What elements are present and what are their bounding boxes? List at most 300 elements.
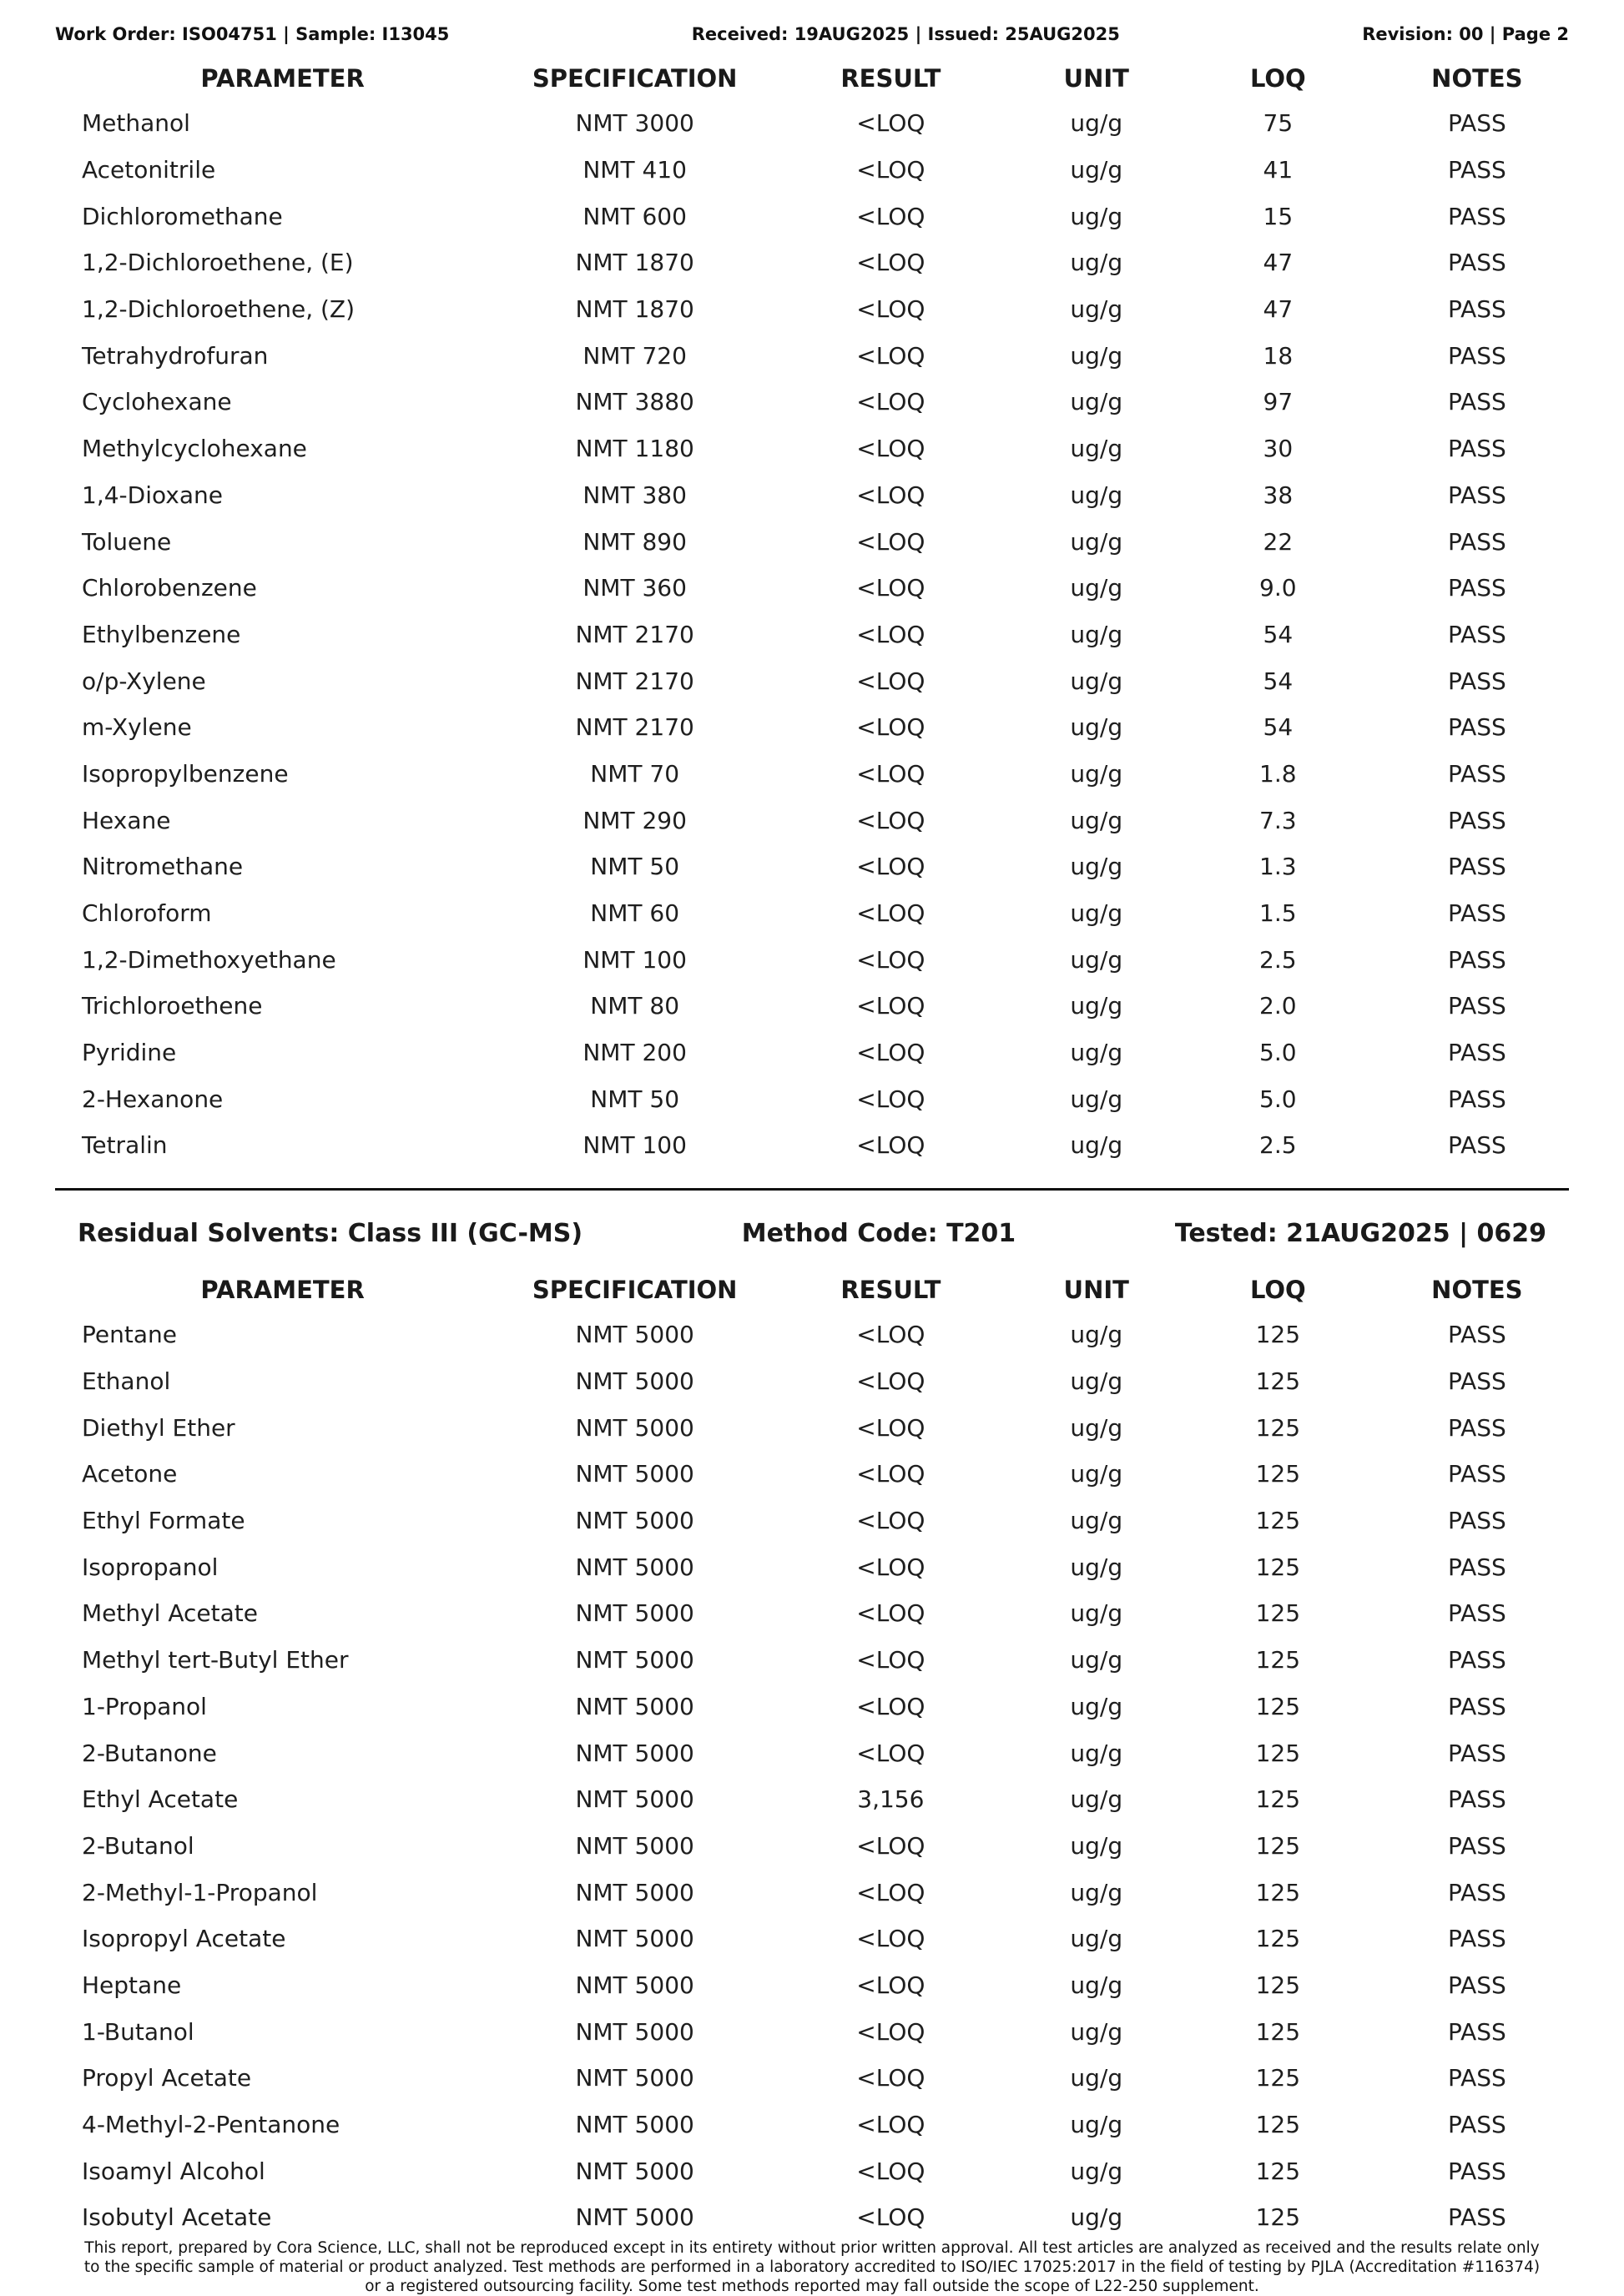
cell-notes: PASS: [1447, 1507, 1506, 1535]
cell-parameter: Acetone: [82, 1460, 178, 1488]
cell-result: 3,156: [857, 1785, 925, 1814]
cell-specification: NMT 3880: [575, 388, 694, 416]
cell-specification: NMT 5000: [575, 2203, 694, 2232]
cell-loq: 125: [1255, 1646, 1301, 1674]
table-header-row: [55, 57, 1569, 100]
column-header-specification: SPECIFICATION: [532, 64, 738, 93]
cell-loq: 5.0: [1259, 1039, 1297, 1067]
cell-parameter: Isobutyl Acetate: [82, 2203, 272, 2232]
cell-unit: ug/g: [1070, 2157, 1123, 2185]
cell-result: <LOQ: [856, 109, 925, 138]
cell-specification: NMT 5000: [575, 1785, 694, 1814]
cell-parameter: Pentane: [82, 1321, 177, 1349]
cell-notes: PASS: [1447, 1646, 1506, 1674]
table-row: [55, 1962, 1569, 2009]
table-row: [55, 1122, 1569, 1169]
cell-loq: 5.0: [1259, 1085, 1297, 1113]
cell-loq: 125: [1255, 1507, 1301, 1535]
work-order-sample: Work Order: ISO04751 | Sample: I13045: [55, 24, 450, 44]
cell-specification: NMT 890: [583, 527, 687, 556]
cell-specification: NMT 1870: [575, 249, 694, 277]
table-row: [55, 1030, 1569, 1076]
table-row: [55, 2008, 1569, 2055]
cell-parameter: Isopropylbenzene: [82, 759, 289, 788]
cell-parameter: Pyridine: [82, 1039, 177, 1067]
footer-line: or a registered outsourcing facility. Some test methods reported may fall outside the scope of L22-250 supplement.: [365, 2278, 1259, 2295]
cell-unit: ug/g: [1070, 1460, 1123, 1488]
cell-specification: NMT 410: [583, 156, 687, 184]
cell-result: <LOQ: [856, 1971, 925, 1999]
cell-loq: 38: [1263, 481, 1294, 509]
cell-unit: ug/g: [1070, 1553, 1123, 1581]
cell-unit: ug/g: [1070, 1785, 1123, 1814]
cell-notes: PASS: [1447, 945, 1506, 974]
cell-specification: NMT 5000: [575, 1460, 694, 1488]
table-row: [55, 2147, 1569, 2194]
section-header-class-3: [78, 1216, 1546, 1250]
cell-result: <LOQ: [856, 899, 925, 928]
section-divider: [55, 1188, 1569, 1191]
cell-specification: NMT 70: [590, 759, 680, 788]
cell-parameter: o/p-Xylene: [82, 667, 206, 695]
cell-notes: PASS: [1447, 295, 1506, 324]
cell-specification: NMT 5000: [575, 1599, 694, 1628]
cell-notes: PASS: [1447, 527, 1506, 556]
cell-loq: 47: [1263, 249, 1294, 277]
cell-unit: ug/g: [1070, 2203, 1123, 2232]
cell-notes: PASS: [1447, 1925, 1506, 1953]
cell-notes: PASS: [1447, 1878, 1506, 1906]
cell-unit: ug/g: [1070, 388, 1123, 416]
cell-parameter: 2-Butanone: [82, 1739, 217, 1767]
cell-loq: 125: [1255, 1739, 1301, 1767]
cell-specification: NMT 5000: [575, 2157, 694, 2185]
table-row: [55, 1730, 1569, 1776]
cell-specification: NMT 600: [583, 202, 687, 230]
cell-unit: ug/g: [1070, 156, 1123, 184]
cell-parameter: Methanol: [82, 109, 190, 138]
revision-page: Revision: 00 | Page 2: [1362, 24, 1569, 44]
column-header-specification: SPECIFICATION: [532, 1276, 738, 1304]
cell-loq: 18: [1263, 341, 1294, 370]
cell-loq: 125: [1255, 1553, 1301, 1581]
cell-specification: NMT 2170: [575, 620, 694, 648]
table-row: [55, 797, 1569, 843]
cell-loq: 2.0: [1259, 992, 1297, 1020]
cell-result: <LOQ: [856, 156, 925, 184]
disclaimer-footer: [55, 2238, 1569, 2296]
cell-loq: 125: [1255, 1367, 1301, 1396]
cell-notes: PASS: [1447, 899, 1506, 928]
table-row: [55, 379, 1569, 425]
cell-unit: ug/g: [1070, 295, 1123, 324]
cell-loq: 97: [1263, 388, 1294, 416]
table-row: [55, 565, 1569, 612]
cell-unit: ug/g: [1070, 435, 1123, 463]
cell-unit: ug/g: [1070, 1131, 1123, 1160]
cell-notes: PASS: [1447, 1831, 1506, 1860]
tested-date: Tested: 21AUG2025 | 0629: [1174, 1218, 1546, 1248]
cell-specification: NMT 5000: [575, 2064, 694, 2092]
cell-parameter: Ethylbenzene: [82, 620, 241, 648]
cell-specification: NMT 1180: [575, 435, 694, 463]
cell-loq: 7.3: [1259, 806, 1297, 834]
cell-notes: PASS: [1447, 1039, 1506, 1067]
cell-unit: ug/g: [1070, 620, 1123, 648]
cell-loq: 125: [1255, 1413, 1301, 1442]
cell-loq: 125: [1255, 1785, 1301, 1814]
table-row: [55, 1358, 1569, 1405]
table-row: [55, 1312, 1569, 1358]
cell-specification: NMT 2170: [575, 713, 694, 742]
cell-result: <LOQ: [856, 667, 925, 695]
cell-loq: 125: [1255, 1878, 1301, 1906]
table-row: [55, 983, 1569, 1030]
cell-unit: ug/g: [1070, 481, 1123, 509]
cell-loq: 54: [1263, 667, 1294, 695]
cell-unit: ug/g: [1070, 1039, 1123, 1067]
cell-parameter: 2-Hexanone: [82, 1085, 224, 1113]
cell-result: <LOQ: [856, 388, 925, 416]
table-row: [55, 239, 1569, 286]
cell-specification: NMT 1870: [575, 295, 694, 324]
cell-parameter: 4-Methyl-2-Pentanone: [82, 2111, 340, 2139]
table-body: [55, 1312, 1569, 2241]
cell-loq: 125: [1255, 2203, 1301, 2232]
cell-specification: NMT 5000: [575, 1646, 694, 1674]
cell-result: <LOQ: [856, 202, 925, 230]
cell-unit: ug/g: [1070, 1878, 1123, 1906]
cell-loq: 22: [1263, 527, 1294, 556]
table-row: [55, 1823, 1569, 1870]
cell-parameter: Tetrahydrofuran: [82, 341, 269, 370]
cell-loq: 75: [1263, 109, 1294, 138]
cell-result: <LOQ: [856, 574, 925, 602]
column-header-loq: LOQ: [1249, 64, 1306, 93]
cell-result: <LOQ: [856, 1131, 925, 1160]
table-row: [55, 1916, 1569, 1962]
table-row: [55, 147, 1569, 194]
table-row: [55, 1637, 1569, 1684]
column-header-notes: NOTES: [1431, 1276, 1523, 1304]
cell-unit: ug/g: [1070, 249, 1123, 277]
cell-unit: ug/g: [1070, 2064, 1123, 2092]
cell-specification: NMT 50: [590, 1085, 680, 1113]
cell-specification: NMT 5000: [575, 1321, 694, 1349]
cell-notes: PASS: [1447, 667, 1506, 695]
cell-unit: ug/g: [1070, 527, 1123, 556]
results-table-class-3: [55, 1268, 1569, 2241]
cell-notes: PASS: [1447, 1085, 1506, 1113]
cell-parameter: Tetralin: [82, 1131, 168, 1160]
cell-notes: PASS: [1447, 620, 1506, 648]
cell-notes: PASS: [1447, 109, 1506, 138]
cell-result: <LOQ: [856, 1925, 925, 1953]
table-row: [55, 657, 1569, 704]
cell-parameter: Ethanol: [82, 1367, 171, 1396]
cell-unit: ug/g: [1070, 945, 1123, 974]
cell-unit: ug/g: [1070, 2111, 1123, 2139]
cell-specification: NMT 5000: [575, 1367, 694, 1396]
cell-notes: PASS: [1447, 1971, 1506, 1999]
cell-unit: ug/g: [1070, 1413, 1123, 1442]
column-header-parameter: PARAMETER: [200, 1276, 365, 1304]
cell-specification: NMT 50: [590, 853, 680, 881]
cell-result: <LOQ: [856, 2203, 925, 2232]
section-title: Residual Solvents: Class III (GC-MS): [78, 1218, 583, 1248]
cell-parameter: 2-Methyl-1-Propanol: [82, 1878, 318, 1906]
cell-result: <LOQ: [856, 249, 925, 277]
cell-notes: PASS: [1447, 1367, 1506, 1396]
cell-notes: PASS: [1447, 1739, 1506, 1767]
cell-notes: PASS: [1447, 1460, 1506, 1488]
cell-notes: PASS: [1447, 202, 1506, 230]
table-row: [55, 332, 1569, 379]
cell-specification: NMT 380: [583, 481, 687, 509]
cell-loq: 54: [1263, 713, 1294, 742]
cell-specification: NMT 2170: [575, 667, 694, 695]
cell-loq: 125: [1255, 2064, 1301, 2092]
cell-parameter: Diethyl Ether: [82, 1413, 235, 1442]
table-header-row: [55, 1268, 1569, 1312]
cell-result: <LOQ: [856, 295, 925, 324]
cell-specification: NMT 5000: [575, 2017, 694, 2046]
cell-notes: PASS: [1447, 249, 1506, 277]
column-header-notes: NOTES: [1431, 64, 1523, 93]
table-row: [55, 1543, 1569, 1590]
cell-notes: PASS: [1447, 341, 1506, 370]
cell-parameter: Methylcyclohexane: [82, 435, 307, 463]
cell-specification: NMT 5000: [575, 1507, 694, 1535]
table-row: [55, 2194, 1569, 2241]
cell-result: <LOQ: [856, 435, 925, 463]
cell-unit: ug/g: [1070, 2017, 1123, 2046]
cell-specification: NMT 100: [583, 1131, 687, 1160]
cell-specification: NMT 5000: [575, 1971, 694, 1999]
table-row: [55, 890, 1569, 937]
cell-notes: PASS: [1447, 853, 1506, 881]
cell-loq: 1.5: [1259, 899, 1297, 928]
cell-result: <LOQ: [856, 1413, 925, 1442]
cell-parameter: Isoamyl Alcohol: [82, 2157, 265, 2185]
cell-parameter: Propyl Acetate: [82, 2064, 252, 2092]
cell-notes: PASS: [1447, 2064, 1506, 2092]
cell-result: <LOQ: [856, 1646, 925, 1674]
cell-result: <LOQ: [856, 992, 925, 1020]
table-row: [55, 1684, 1569, 1730]
cell-parameter: Ethyl Acetate: [82, 1785, 239, 1814]
cell-result: <LOQ: [856, 1507, 925, 1535]
cell-loq: 125: [1255, 1831, 1301, 1860]
cell-specification: NMT 3000: [575, 109, 694, 138]
cell-loq: 1.3: [1259, 853, 1297, 881]
cell-unit: ug/g: [1070, 1971, 1123, 1999]
cell-notes: PASS: [1447, 2017, 1506, 2046]
cell-parameter: Cyclohexane: [82, 388, 232, 416]
cell-notes: PASS: [1447, 2111, 1506, 2139]
cell-notes: PASS: [1447, 2203, 1506, 2232]
cell-result: <LOQ: [856, 945, 925, 974]
cell-parameter: 1,2-Dichloroethene, (E): [82, 249, 354, 277]
cell-unit: ug/g: [1070, 1831, 1123, 1860]
cell-specification: NMT 200: [583, 1039, 687, 1067]
received-issued-dates: Received: 19AUG2025 | Issued: 25AUG2025: [691, 24, 1120, 44]
cell-result: <LOQ: [856, 1739, 925, 1767]
cell-loq: 125: [1255, 1925, 1301, 1953]
cell-result: <LOQ: [856, 1599, 925, 1628]
table-row: [55, 1776, 1569, 1823]
cell-unit: ug/g: [1070, 1599, 1123, 1628]
cell-result: <LOQ: [856, 481, 925, 509]
cell-notes: PASS: [1447, 1413, 1506, 1442]
cell-unit: ug/g: [1070, 806, 1123, 834]
cell-specification: NMT 5000: [575, 1739, 694, 1767]
cell-parameter: Toluene: [82, 527, 172, 556]
cell-parameter: Chlorobenzene: [82, 574, 257, 602]
method-code: Method Code: T201: [741, 1218, 1016, 1248]
table-row: [55, 1075, 1569, 1122]
cell-loq: 1.8: [1259, 759, 1297, 788]
table-row: [55, 936, 1569, 983]
cell-parameter: Dichloromethane: [82, 202, 283, 230]
cell-parameter: Methyl tert-Butyl Ether: [82, 1646, 349, 1674]
cell-result: <LOQ: [856, 1321, 925, 1349]
cell-unit: ug/g: [1070, 109, 1123, 138]
cell-unit: ug/g: [1070, 1739, 1123, 1767]
cell-unit: ug/g: [1070, 759, 1123, 788]
cell-specification: NMT 5000: [575, 1553, 694, 1581]
column-header-parameter: PARAMETER: [200, 64, 365, 93]
cell-loq: 125: [1255, 1460, 1301, 1488]
cell-unit: ug/g: [1070, 713, 1123, 742]
cell-notes: PASS: [1447, 759, 1506, 788]
cell-unit: ug/g: [1070, 1367, 1123, 1396]
cell-loq: 125: [1255, 2111, 1301, 2139]
cell-unit: ug/g: [1070, 1085, 1123, 1113]
column-header-result: RESULT: [840, 64, 941, 93]
footer-line: to the specific sample of material or product analyzed. Test methods are performed in a laboratory accredited to ISO/IEC 17025:2017 in the field of testing by PJLA (Accreditation #116374): [83, 2258, 1541, 2276]
cell-specification: NMT 5000: [575, 1831, 694, 1860]
table-row: [55, 704, 1569, 751]
cell-notes: PASS: [1447, 481, 1506, 509]
cell-notes: PASS: [1447, 1599, 1506, 1628]
cell-unit: ug/g: [1070, 1507, 1123, 1535]
page-header: [55, 22, 1569, 47]
table-row: [55, 2102, 1569, 2148]
cell-unit: ug/g: [1070, 853, 1123, 881]
cell-unit: ug/g: [1070, 992, 1123, 1020]
cell-notes: PASS: [1447, 1321, 1506, 1349]
cell-parameter: Isopropanol: [82, 1553, 219, 1581]
cell-result: <LOQ: [856, 713, 925, 742]
table-row: [55, 1869, 1569, 1916]
cell-parameter: Chloroform: [82, 899, 212, 928]
cell-parameter: 1-Propanol: [82, 1692, 207, 1720]
table-row: [55, 1498, 1569, 1544]
cell-parameter: Ethyl Formate: [82, 1507, 245, 1535]
table-row: [55, 1590, 1569, 1637]
cell-specification: NMT 290: [583, 806, 687, 834]
cell-result: <LOQ: [856, 341, 925, 370]
cell-result: <LOQ: [856, 1831, 925, 1860]
cell-specification: NMT 5000: [575, 1878, 694, 1906]
cell-result: <LOQ: [856, 2017, 925, 2046]
table-body: [55, 100, 1569, 1169]
cell-loq: 125: [1255, 2157, 1301, 2185]
cell-result: <LOQ: [856, 2111, 925, 2139]
cell-loq: 2.5: [1259, 945, 1297, 974]
cell-parameter: 1-Butanol: [82, 2017, 194, 2046]
cell-notes: PASS: [1447, 1785, 1506, 1814]
cell-notes: PASS: [1447, 388, 1506, 416]
cell-parameter: Acetonitrile: [82, 156, 216, 184]
cell-notes: PASS: [1447, 1692, 1506, 1720]
table-row: [55, 2055, 1569, 2102]
cell-notes: PASS: [1447, 1131, 1506, 1160]
cell-loq: 54: [1263, 620, 1294, 648]
cell-result: <LOQ: [856, 853, 925, 881]
cell-unit: ug/g: [1070, 899, 1123, 928]
table-row: [55, 1451, 1569, 1498]
cell-result: <LOQ: [856, 527, 925, 556]
cell-result: <LOQ: [856, 620, 925, 648]
cell-unit: ug/g: [1070, 1321, 1123, 1349]
cell-parameter: Trichloroethene: [82, 992, 263, 1020]
cell-loq: 125: [1255, 1599, 1301, 1628]
cell-loq: 15: [1263, 202, 1294, 230]
cell-unit: ug/g: [1070, 341, 1123, 370]
cell-notes: PASS: [1447, 1553, 1506, 1581]
table-row: [55, 843, 1569, 890]
cell-specification: NMT 80: [590, 992, 680, 1020]
table-row: [55, 472, 1569, 519]
cell-result: <LOQ: [856, 2157, 925, 2185]
cell-parameter: 1,4-Dioxane: [82, 481, 223, 509]
cell-result: <LOQ: [856, 1553, 925, 1581]
cell-loq: 9.0: [1259, 574, 1297, 602]
cell-notes: PASS: [1447, 2157, 1506, 2185]
cell-unit: ug/g: [1070, 1925, 1123, 1953]
cell-result: <LOQ: [856, 806, 925, 834]
cell-parameter: Methyl Acetate: [82, 1599, 258, 1628]
cell-parameter: Hexane: [82, 806, 171, 834]
cell-notes: PASS: [1447, 574, 1506, 602]
table-row: [55, 612, 1569, 658]
footer-line: This report, prepared by Cora Science, LLC, shall not be reproduced except in its entirety without prior written approval. All test articles are analyzed as received and the results relate only: [84, 2239, 1540, 2257]
cell-parameter: 1,2-Dimethoxyethane: [82, 945, 336, 974]
cell-notes: PASS: [1447, 992, 1506, 1020]
cell-notes: PASS: [1447, 806, 1506, 834]
cell-result: <LOQ: [856, 1039, 925, 1067]
cell-unit: ug/g: [1070, 202, 1123, 230]
table-row: [55, 518, 1569, 565]
cell-loq: 125: [1255, 1692, 1301, 1720]
table-row: [55, 286, 1569, 333]
cell-result: <LOQ: [856, 1692, 925, 1720]
cell-specification: NMT 60: [590, 899, 680, 928]
cell-unit: ug/g: [1070, 667, 1123, 695]
cell-unit: ug/g: [1070, 1646, 1123, 1674]
cell-loq: 47: [1263, 295, 1294, 324]
cell-parameter: 2-Butanol: [82, 1831, 194, 1860]
cell-unit: ug/g: [1070, 574, 1123, 602]
cell-parameter: m-Xylene: [82, 713, 192, 742]
cell-specification: NMT 5000: [575, 1925, 694, 1953]
cell-parameter: Nitromethane: [82, 853, 244, 881]
cell-loq: 125: [1255, 2017, 1301, 2046]
cell-specification: NMT 5000: [575, 1413, 694, 1442]
cell-specification: NMT 720: [583, 341, 687, 370]
